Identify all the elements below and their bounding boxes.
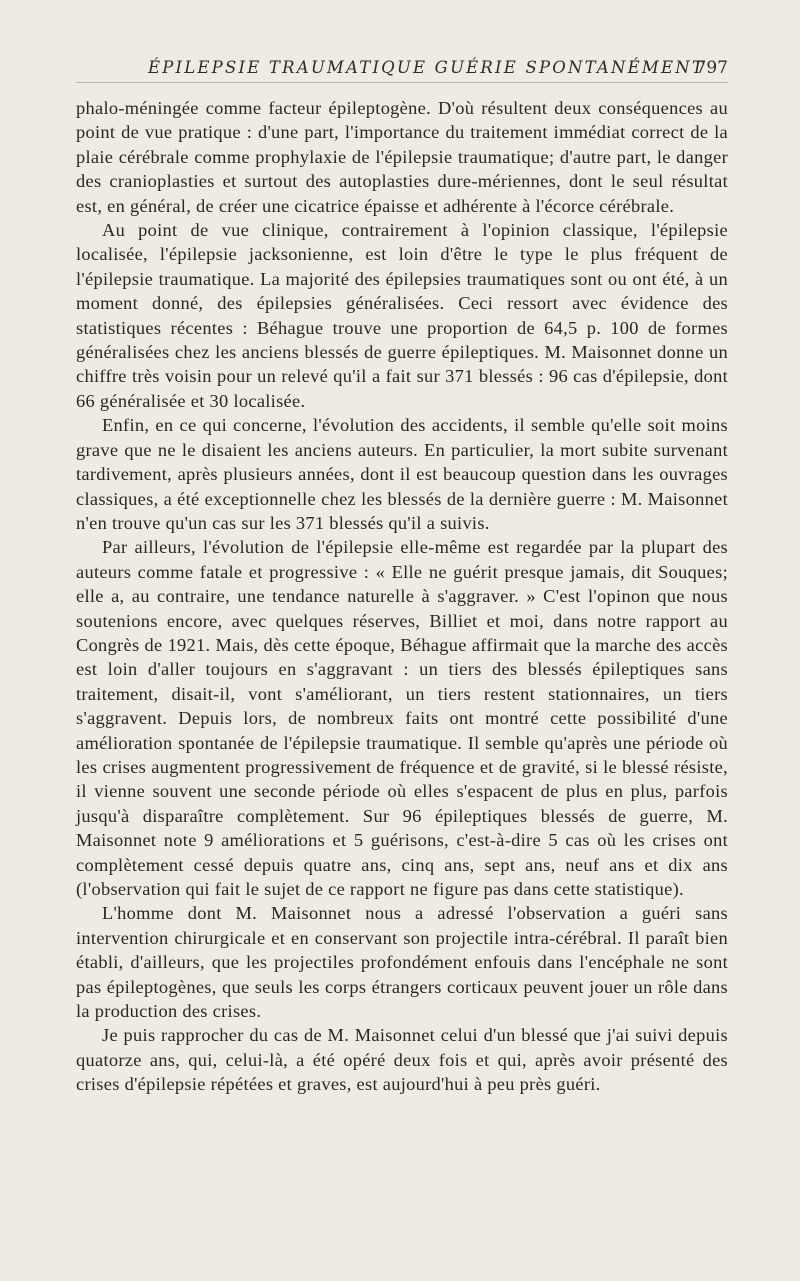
page-number: 797 xyxy=(695,58,728,78)
paragraph: Par ailleurs, l'évolution de l'épilepsie elle-même est regardée par la plupart des auteurs comme fatale et progressive : « Elle ne guérit presque jamais, dit Souques; elle a, au contraire, une tendance naturelle à s'aggraver. » C'est l'opinon que nous soutenions encore, avec quelques réserves, Billiet et moi, dans notre rapport au Congrès de 1921. Mais, dès cette époque, Béhague affirmait que la marche des accès est loin d'aller toujours en s'aggravant : un tiers des blessés épileptiques sans traitement, disait-il, vont s'améliorant, un tiers restent stationnaires, un tiers s'aggravent. Depuis lors, de nombreux faits ont montré cette possibilité d'une amélioration spontanée de l'épilepsie traumatique. Il semble qu'après une période où les crises augmentent progressivement de fréquence et de gravité, si le blessé résiste, il vienne souvent une seconde période où elles s'espacent de plus en plus, parfois jusqu'à disparaître complètement. Sur 96 épileptiques blessés de guerre, M. Maisonnet note 9 améliorations et 5 guérisons, c'est-à-dire 5 cas où les crises ont complètement cessé depuis quatre ans, cinq ans, sept ans, neuf ans et dix ans (l'observation qui fait le sujet de ce rapport ne figure pas dans cette statistique). xyxy=(76,537,728,899)
paragraph: L'homme dont M. Maisonnet nous a adressé l'observation a guéri sans intervention chirurgicale et en conservant son projectile intra-cérébral. Il paraît bien établi, d'ailleurs, que les projectiles profondément enfouis dans l'encéphale ne sont pas épileptogènes, que seuls les corps étrangers corticaux peuvent jouer un rôle dans la production des crises. xyxy=(76,903,728,1022)
paragraph: Je puis rapprocher du cas de M. Maisonnet celui d'un blessé que j'ai suivi depuis quatorze ans, qui, celui-là, a été opéré deux fois et qui, après avoir présenté des crises d'épilepsie répétées et graves, est aujourd'hui à peu près guéri. xyxy=(76,1025,728,1095)
page-header xyxy=(76,52,728,83)
paragraph: Enfin, en ce qui concerne, l'évolution des accidents, il semble qu'elle soit moins grave que ne le disaient les anciens auteurs. En particulier, la mort subite survenant tardivement, après plusieurs années, dont il est beaucoup question dans les ouvrages classiques, a été exceptionnelle chez les blessés de la dernière guerre : M. Maisonnet n'en trouve qu'un cas sur les 371 blessés qu'il a suivis. xyxy=(76,415,728,533)
paragraph: Au point de vue clinique, contrairement à l'opinion classique, l'épilepsie localisée, l'épilepsie jacksonienne, est loin d'être le type le plus fréquent de l'épilepsie traumatique. La majorité des épilepsies traumatiques sont ou ont été, à un moment donné, des épilepsies généralisées. Ceci ressort avec évidence des statistiques récentes : Béhague trouve une proportion de 64,5 p. 100 de formes généralisées chez les anciens blessés de guerre épileptiques. M. Maisonnet donne un chiffre très voisin pour un relevé qu'il a fait sur 371 blessés : 96 cas d'épilepsie, dont 66 généralisée et 30 localisée. xyxy=(76,220,728,411)
body-text xyxy=(76,96,728,1097)
running-title: ÉPILEPSIE TRAUMATIQUE GUÉRIE SPONTANÉMENT xyxy=(148,58,706,77)
paragraph-continuation: phalo-méningée comme facteur épileptogène. D'où résultent deux conséquences au point de vue pratique : d'une part, l'importance du traitement immédiat correct de la plaie cérébrale comme prophylaxie de l'épilepsie traumatique; d'autre part, le danger des cranioplasties et surtout des autoplasties dure-mériennes, dont le seul résultat est, en général, de créer une cicatrice épaisse et adhérente à l'écorce cérébrale. xyxy=(76,98,728,216)
